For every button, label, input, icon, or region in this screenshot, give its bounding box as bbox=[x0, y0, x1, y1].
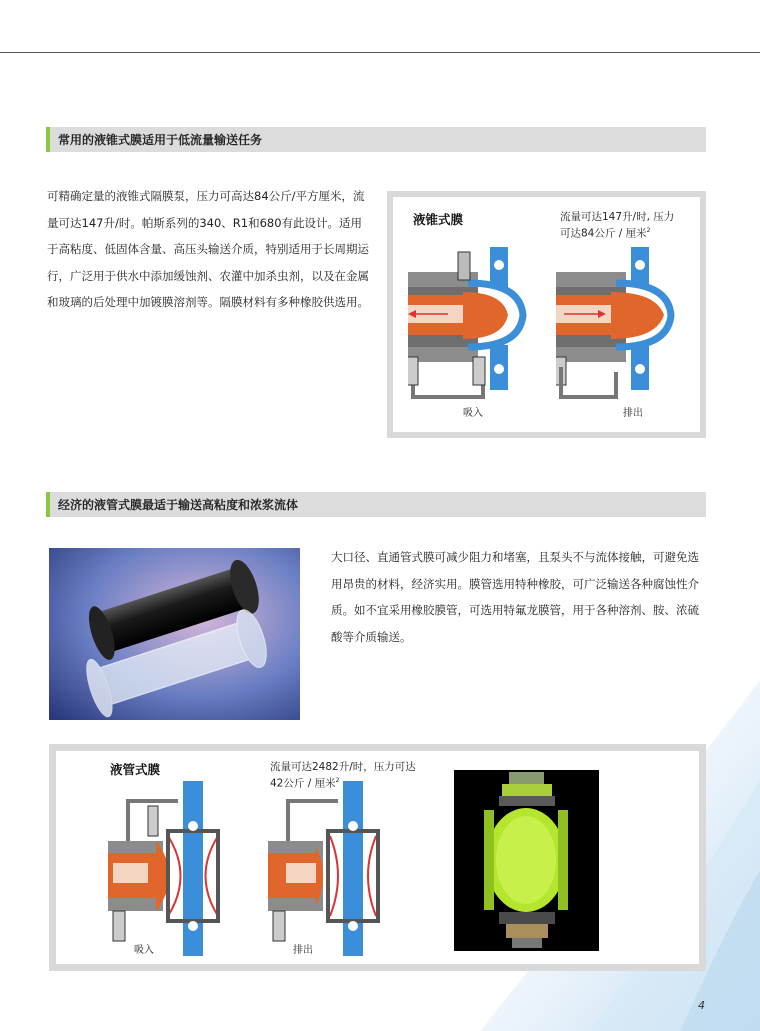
diagram1-title: 液锥式膜 bbox=[413, 212, 464, 227]
section1-heading: 常用的液锥式膜适用于低流量输送任务 bbox=[58, 133, 263, 147]
diagram1-spec-line1: 流量可达147升/时, 压力 bbox=[560, 211, 675, 223]
cone-pump-suction-illustration bbox=[408, 247, 543, 417]
diagram2-spec-line2: 42公斤 / 厘米 bbox=[270, 777, 336, 790]
cone-pump-discharge-illustration bbox=[556, 247, 691, 417]
page-number: 4 bbox=[698, 999, 705, 1012]
section2-accent-bar bbox=[46, 492, 50, 517]
section1-accent-bar bbox=[46, 127, 50, 152]
pump-head-photo bbox=[454, 770, 599, 951]
diaphragm-cone-panel bbox=[387, 191, 706, 438]
diagram1-spec-sup: 2 bbox=[646, 227, 651, 234]
diagram1-label-suction: 吸入 bbox=[463, 408, 483, 419]
diagram1-spec bbox=[560, 210, 674, 241]
tube-pump-discharge-illustration bbox=[268, 781, 388, 956]
diagram2-spec-sup: 2 bbox=[335, 777, 340, 784]
section2-heading: 经济的液管式膜最适于输送高粘度和浓浆流体 bbox=[58, 498, 299, 512]
diagram1-label-discharge: 排出 bbox=[623, 408, 643, 419]
diagram2-spec-line1: 流量可达2482升/时，压力可达 bbox=[270, 761, 416, 773]
tube-diaphragm-panel bbox=[49, 744, 706, 971]
diagram2-label-suction: 吸入 bbox=[134, 945, 154, 956]
tube-diaphragm-panel-inner bbox=[56, 751, 699, 964]
section1-body: 可精确定量的液锥式隔膜泵，压力可高达84公斤/平方厘米，流量可达147升/时。帕斯系列的340、R1和680有此设计。适用于高粘度、低固体含量、高压头输送介质，特别适用于长周期运行，广泛用于供水中添加缓蚀剂、农灌中加杀虫剂，以及在金属和玻璃的后处理中加镀膜溶剂等。隔膜材料有多种橡胶供选用。 bbox=[47, 189, 369, 309]
section2-header bbox=[46, 492, 706, 517]
top-rule bbox=[0, 52, 760, 53]
diagram2-label-discharge: 排出 bbox=[293, 945, 313, 956]
section1-header bbox=[46, 127, 706, 152]
diaphragm-cone-panel-inner bbox=[393, 197, 700, 432]
diagram2-title: 液管式膜 bbox=[110, 762, 161, 777]
tube-diaphragm-photo bbox=[49, 548, 300, 720]
section2-body: 大口径、直通管式膜可减少阻力和堵塞，且泵头不与流体接触，可避免选用昂贵的材料，经济实用。膜管选用特种橡胶，可广泛输送各种腐蚀性介质。如不宜采用橡胶膜管，可选用特氟龙膜管，用于各种溶剂、胺、浓硫酸等介质输送。 bbox=[331, 550, 699, 644]
diagram1-spec-line2: 可达84公斤 / 厘米 bbox=[560, 227, 647, 240]
tube-pump-suction-illustration bbox=[108, 781, 228, 956]
